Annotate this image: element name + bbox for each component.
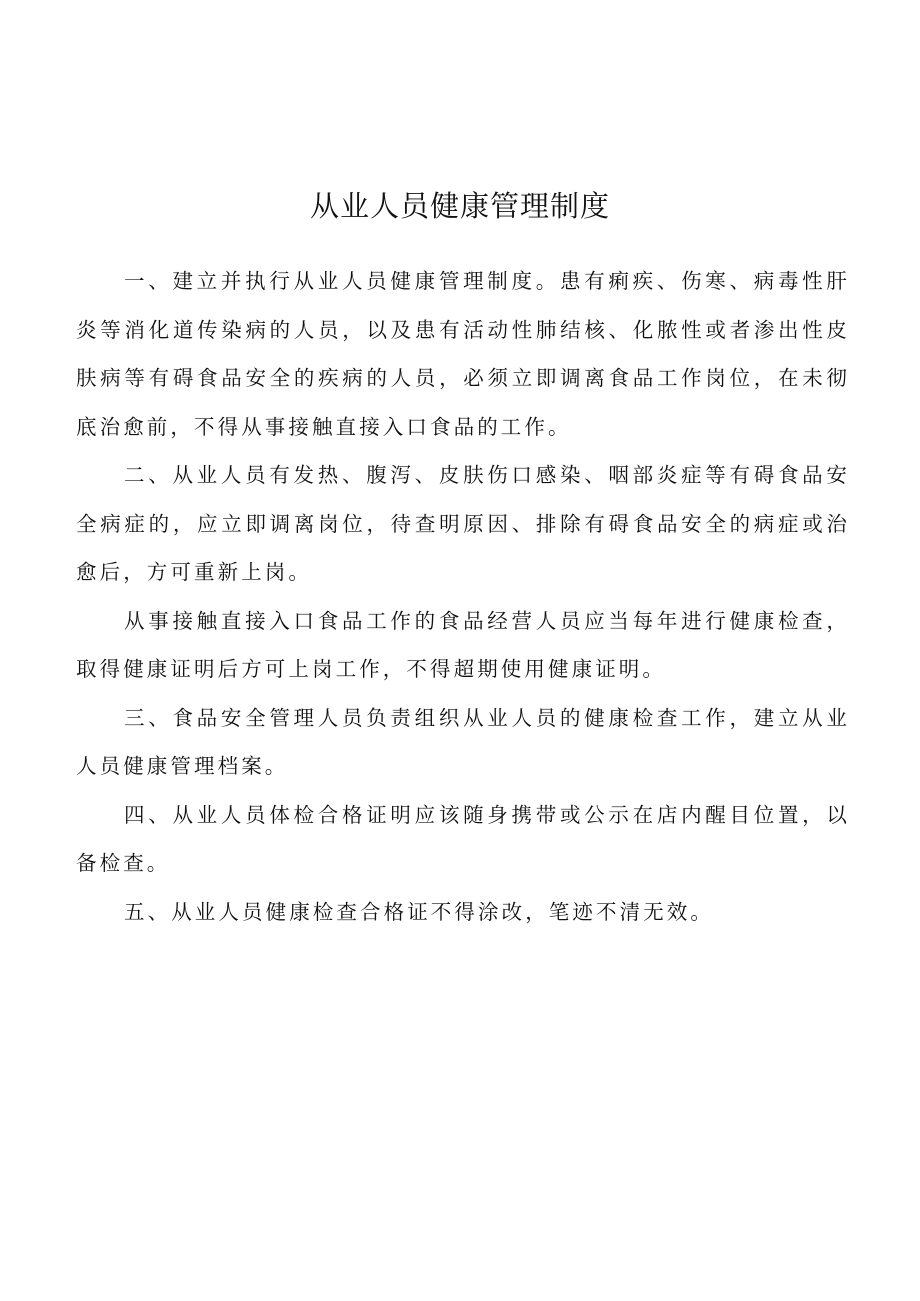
paragraph-4: 三、食品安全管理人员负责组织从业人员的健康检查工作，建立从业人员健康管理档案。 — [76, 705, 850, 778]
document-body — [76, 257, 850, 936]
paragraph-3: 从事接触直接入口食品工作的食品经营人员应当每年进行健康检查，取得健康证明后方可上岗工作，不得超期使用健康证明。 — [76, 608, 850, 681]
paragraph-2: 二、从业人员有发热、腹泻、皮肤伤口感染、咽部炎症等有碍食品安全病症的，应立即调离岗位，待查明原因、排除有碍食品安全的病症或治愈后，方可重新上岗。 — [76, 463, 850, 584]
paragraph-5: 四、从业人员体检合格证明应该随身携带或公示在店内醒目位置，以备检查。 — [76, 802, 850, 875]
paragraph-6: 五、从业人员健康检查合格证不得涂改，笔迹不清无效。 — [124, 899, 714, 924]
paragraph-1: 一、建立并执行从业人员健康管理制度。患有痢疾、伤寒、病毒性肝炎等消化道传染病的人员，以及患有活动性肺结核、化脓性或者渗出性皮肤病等有碍食品安全的疾病的人员，必须立即调离食品工作岗位，在未彻底治愈前，不得从事接触直接入口食品的工作。 — [76, 269, 850, 439]
page-title: 从业人员健康管理制度 — [309, 189, 610, 223]
